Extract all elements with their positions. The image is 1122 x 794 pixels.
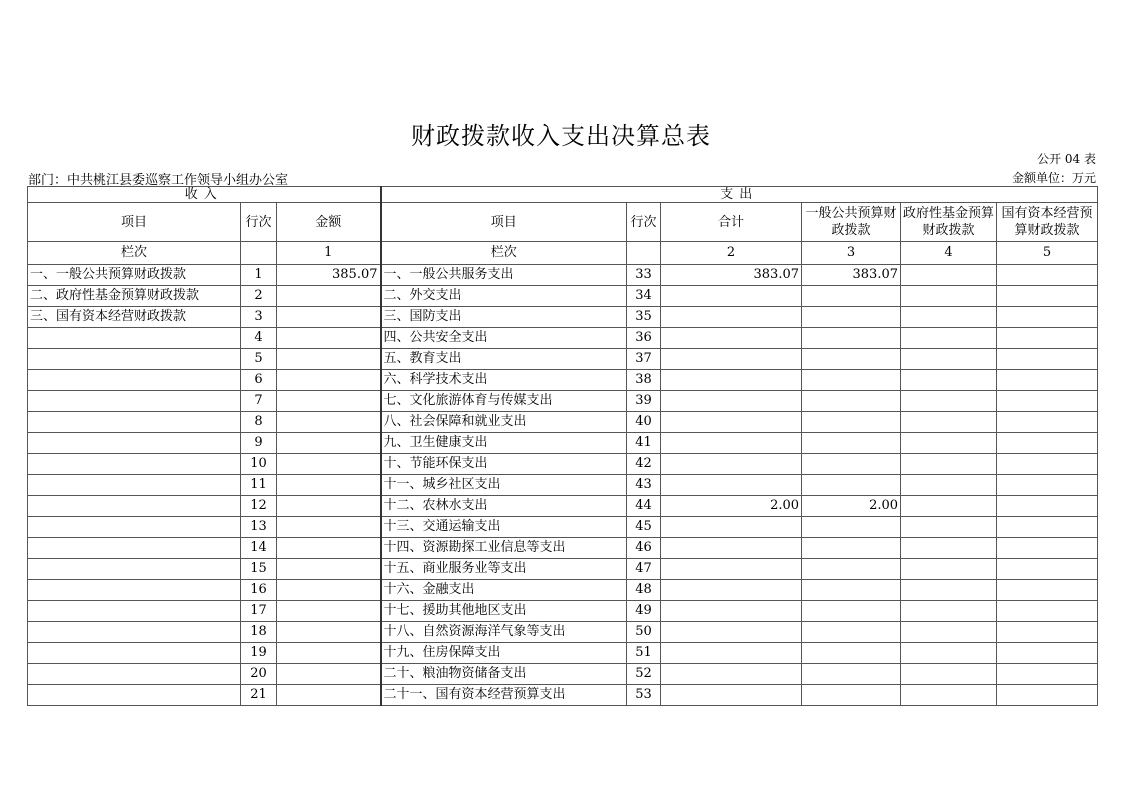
total-cell <box>661 622 802 643</box>
gov-fund-cell <box>901 580 997 601</box>
income-item-cell <box>28 433 241 454</box>
table-row <box>28 601 1098 622</box>
general-budget-cell <box>802 664 901 685</box>
gov-fund-cell <box>901 475 997 496</box>
total-cell <box>661 286 802 307</box>
income-line-cell: 5 <box>241 349 277 370</box>
income-amount-cell <box>277 328 381 349</box>
income-item-cell <box>28 391 241 412</box>
table-row <box>28 412 1098 433</box>
income-line-cell: 13 <box>241 517 277 538</box>
gov-fund-cell <box>901 643 997 664</box>
income-item-cell <box>28 664 241 685</box>
expense-line-cell: 41 <box>627 433 661 454</box>
total-cell <box>661 685 802 706</box>
table-row <box>28 475 1098 496</box>
table-row <box>28 643 1098 664</box>
state-capital-cell <box>997 454 1098 475</box>
income-amount-cell <box>277 685 381 706</box>
income-amount-header: 金额 <box>277 203 381 242</box>
total-cell: 383.07 <box>661 265 802 286</box>
gov-fund-cell <box>901 559 997 580</box>
income-item-cell: 三、国有资本经营财政拨款 <box>28 307 241 328</box>
gov-fund-cell <box>901 328 997 349</box>
income-amount-cell <box>277 370 381 391</box>
expense-line-cell: 48 <box>627 580 661 601</box>
income-amount-cell <box>277 454 381 475</box>
table-row <box>28 391 1098 412</box>
table-row <box>28 433 1098 454</box>
expense-line-header: 行次 <box>627 203 661 242</box>
income-amount-cell <box>277 349 381 370</box>
header-row-columns <box>28 203 1098 242</box>
form-number: 公开 04 表 <box>1037 152 1096 166</box>
table-row <box>28 685 1098 706</box>
general-budget-cell <box>802 622 901 643</box>
state-capital-cell <box>997 496 1098 517</box>
header-row-section <box>28 187 1098 203</box>
income-amount-cell <box>277 664 381 685</box>
expense-item-cell: 二、外交支出 <box>381 286 627 307</box>
table-row <box>28 496 1098 517</box>
total-cell <box>661 391 802 412</box>
gov-fund-cell <box>901 685 997 706</box>
expense-item-cell: 五、教育支出 <box>381 349 627 370</box>
income-item-cell: 二、政府性基金预算财政拨款 <box>28 286 241 307</box>
income-item-cell <box>28 622 241 643</box>
income-line-cell: 12 <box>241 496 277 517</box>
income-line-cell: 16 <box>241 580 277 601</box>
total-cell <box>661 643 802 664</box>
income-amount-cell <box>277 622 381 643</box>
expense-line-cell: 33 <box>627 265 661 286</box>
income-amount-cell <box>277 286 381 307</box>
total-cell: 2.00 <box>661 496 802 517</box>
expense-line-cell: 51 <box>627 643 661 664</box>
income-amount-cell: 385.07 <box>277 265 381 286</box>
expense-line-cell: 43 <box>627 475 661 496</box>
income-amount-cell <box>277 517 381 538</box>
general-budget-cell: 2.00 <box>802 496 901 517</box>
general-budget-cell <box>802 307 901 328</box>
state-capital-cell <box>997 370 1098 391</box>
expense-line-cell: 44 <box>627 496 661 517</box>
expense-item-cell: 十四、资源勘探工业信息等支出 <box>381 538 627 559</box>
table-row <box>28 265 1098 286</box>
state-capital-cell <box>997 643 1098 664</box>
table-row <box>28 286 1098 307</box>
state-capital-cell <box>997 286 1098 307</box>
gov-fund-cell <box>901 391 997 412</box>
income-item-cell <box>28 475 241 496</box>
fund-col-num: 4 <box>901 242 997 265</box>
state-capital-cell <box>997 433 1098 454</box>
expense-item-cell: 十六、金融支出 <box>381 580 627 601</box>
expense-line-cell: 38 <box>627 370 661 391</box>
income-item-header: 项目 <box>28 203 241 242</box>
general-budget-cell: 383.07 <box>802 265 901 286</box>
state-capital-cell <box>997 265 1098 286</box>
income-line-cell: 2 <box>241 286 277 307</box>
gov-fund-cell <box>901 517 997 538</box>
table-row <box>28 664 1098 685</box>
general-budget-cell <box>802 286 901 307</box>
income-line-cell: 6 <box>241 370 277 391</box>
expense-item-header: 项目 <box>381 203 627 242</box>
total-cell <box>661 328 802 349</box>
table-row <box>28 307 1098 328</box>
expense-line-cell: 35 <box>627 307 661 328</box>
total-cell <box>661 454 802 475</box>
total-cell <box>661 433 802 454</box>
state-capital-cell <box>997 559 1098 580</box>
income-amount-cell <box>277 412 381 433</box>
income-line-cell: 9 <box>241 433 277 454</box>
state-capital-cell <box>997 601 1098 622</box>
page-title: 财政拨款收入支出决算总表 <box>411 122 711 150</box>
total-cell <box>661 412 802 433</box>
department-label: 部门：中共桃江县委巡察工作领导小组办公室 <box>28 173 289 188</box>
income-line-cell: 17 <box>241 601 277 622</box>
income-item-cell <box>28 580 241 601</box>
general-budget-cell <box>802 328 901 349</box>
expense-line-cell: 37 <box>627 349 661 370</box>
general-budget-cell <box>802 685 901 706</box>
table-row <box>28 622 1098 643</box>
general-budget-cell <box>802 391 901 412</box>
general-budget-cell <box>802 559 901 580</box>
income-amount-cell <box>277 496 381 517</box>
expense-item-cell: 二十、粮油物资储备支出 <box>381 664 627 685</box>
budget-table <box>27 186 1098 706</box>
total-cell <box>661 580 802 601</box>
income-amount-cell <box>277 601 381 622</box>
gov-fund-cell <box>901 454 997 475</box>
income-col-label: 栏次 <box>28 242 241 265</box>
expense-item-cell: 三、国防支出 <box>381 307 627 328</box>
income-item-cell <box>28 559 241 580</box>
expense-item-cell: 十三、交通运输支出 <box>381 517 627 538</box>
state-capital-cell <box>997 538 1098 559</box>
unit-label: 金额单位：万元 <box>1011 171 1096 185</box>
income-amount-cell <box>277 307 381 328</box>
general-budget-cell <box>802 412 901 433</box>
gov-fund-cell <box>901 496 997 517</box>
income-item-cell <box>28 685 241 706</box>
total-cell <box>661 475 802 496</box>
expense-col-label: 栏次 <box>381 242 627 265</box>
gov-fund-cell <box>901 265 997 286</box>
income-item-cell <box>28 370 241 391</box>
income-line-col-num <box>241 242 277 265</box>
income-line-cell: 3 <box>241 307 277 328</box>
expense-line-cell: 40 <box>627 412 661 433</box>
expense-item-cell: 十八、自然资源海洋气象等支出 <box>381 622 627 643</box>
income-line-cell: 11 <box>241 475 277 496</box>
income-line-cell: 1 <box>241 265 277 286</box>
gov-fund-cell <box>901 349 997 370</box>
expense-line-cell: 36 <box>627 328 661 349</box>
income-item-cell <box>28 643 241 664</box>
income-item-cell <box>28 349 241 370</box>
income-item-cell: 一、一般公共预算财政拨款 <box>28 265 241 286</box>
income-item-cell <box>28 412 241 433</box>
expense-item-cell: 十、节能环保支出 <box>381 454 627 475</box>
income-line-cell: 8 <box>241 412 277 433</box>
expense-item-cell: 十五、商业服务业等支出 <box>381 559 627 580</box>
income-amount-cell <box>277 559 381 580</box>
expense-item-cell: 四、公共安全支出 <box>381 328 627 349</box>
total-cell <box>661 559 802 580</box>
expense-item-cell: 七、文化旅游体育与传媒支出 <box>381 391 627 412</box>
expense-line-cell: 39 <box>627 391 661 412</box>
general-budget-cell <box>802 601 901 622</box>
gov-fund-cell <box>901 307 997 328</box>
state-capital-cell <box>997 622 1098 643</box>
expense-item-cell: 一、一般公共服务支出 <box>381 265 627 286</box>
expense-line-cell: 46 <box>627 538 661 559</box>
state-capital-cell <box>997 664 1098 685</box>
income-amount-col-num: 1 <box>277 242 381 265</box>
total-cell <box>661 307 802 328</box>
income-item-cell <box>28 454 241 475</box>
state-capital-cell <box>997 580 1098 601</box>
income-amount-cell <box>277 643 381 664</box>
income-line-cell: 15 <box>241 559 277 580</box>
income-item-cell <box>28 517 241 538</box>
gov-fund-cell <box>901 412 997 433</box>
expense-item-cell: 六、科学技术支出 <box>381 370 627 391</box>
expense-item-cell: 十二、农林水支出 <box>381 496 627 517</box>
gov-fund-cell <box>901 664 997 685</box>
table-row <box>28 349 1098 370</box>
state-capital-header: 国有资本经营预算财政拨款 <box>997 203 1098 242</box>
expense-line-cell: 53 <box>627 685 661 706</box>
expense-item-cell: 八、社会保障和就业支出 <box>381 412 627 433</box>
total-cell <box>661 349 802 370</box>
total-col-num: 2 <box>661 242 802 265</box>
general-budget-cell <box>802 475 901 496</box>
table-row <box>28 328 1098 349</box>
state-capital-cell <box>997 412 1098 433</box>
expense-item-cell: 九、卫生健康支出 <box>381 433 627 454</box>
expense-item-cell: 十九、住房保障支出 <box>381 643 627 664</box>
expense-item-cell: 十七、援助其他地区支出 <box>381 601 627 622</box>
table-row <box>28 517 1098 538</box>
general-budget-cell <box>802 433 901 454</box>
state-capital-cell <box>997 475 1098 496</box>
state-capital-cell <box>997 685 1098 706</box>
income-amount-cell <box>277 580 381 601</box>
expense-line-cell: 45 <box>627 517 661 538</box>
expense-line-cell: 49 <box>627 601 661 622</box>
expense-line-col-num <box>627 242 661 265</box>
table-row <box>28 538 1098 559</box>
gov-fund-cell <box>901 622 997 643</box>
income-line-cell: 4 <box>241 328 277 349</box>
income-amount-cell <box>277 475 381 496</box>
state-capital-cell <box>997 328 1098 349</box>
general-budget-cell <box>802 538 901 559</box>
income-line-cell: 10 <box>241 454 277 475</box>
gov-fund-cell <box>901 538 997 559</box>
income-line-cell: 7 <box>241 391 277 412</box>
state-capital-cell <box>997 391 1098 412</box>
general-budget-cell <box>802 370 901 391</box>
income-line-cell: 20 <box>241 664 277 685</box>
expense-item-cell: 二十一、国有资本经营预算支出 <box>381 685 627 706</box>
gov-fund-header: 政府性基金预算财政拨款 <box>901 203 997 242</box>
table-row <box>28 580 1098 601</box>
income-line-header: 行次 <box>241 203 277 242</box>
gov-fund-cell <box>901 433 997 454</box>
state-capital-cell <box>997 307 1098 328</box>
expense-line-cell: 42 <box>627 454 661 475</box>
total-cell <box>661 601 802 622</box>
income-item-cell <box>28 496 241 517</box>
table-row <box>28 370 1098 391</box>
income-amount-cell <box>277 433 381 454</box>
general-budget-cell <box>802 643 901 664</box>
income-section-header: 收入 <box>28 187 381 203</box>
general-budget-cell <box>802 349 901 370</box>
table-row <box>28 454 1098 475</box>
income-item-cell <box>28 538 241 559</box>
gov-fund-cell <box>901 286 997 307</box>
general-budget-header: 一般公共预算财政拨款 <box>802 203 901 242</box>
header-row-column-numbers <box>28 242 1098 265</box>
general-col-num: 3 <box>802 242 901 265</box>
total-cell <box>661 538 802 559</box>
income-amount-cell <box>277 538 381 559</box>
expense-section-header: 支出 <box>381 187 1098 203</box>
state-capital-cell <box>997 349 1098 370</box>
income-line-cell: 21 <box>241 685 277 706</box>
general-budget-cell <box>802 580 901 601</box>
gov-fund-cell <box>901 370 997 391</box>
total-header: 合计 <box>661 203 802 242</box>
capital-col-num: 5 <box>997 242 1098 265</box>
total-cell <box>661 370 802 391</box>
general-budget-cell <box>802 517 901 538</box>
expense-line-cell: 50 <box>627 622 661 643</box>
expense-line-cell: 47 <box>627 559 661 580</box>
general-budget-cell <box>802 454 901 475</box>
expense-line-cell: 52 <box>627 664 661 685</box>
gov-fund-cell <box>901 601 997 622</box>
total-cell <box>661 664 802 685</box>
income-line-cell: 19 <box>241 643 277 664</box>
income-line-cell: 18 <box>241 622 277 643</box>
income-item-cell <box>28 601 241 622</box>
expense-line-cell: 34 <box>627 286 661 307</box>
income-amount-cell <box>277 391 381 412</box>
expense-item-cell: 十一、城乡社区支出 <box>381 475 627 496</box>
total-cell <box>661 517 802 538</box>
income-item-cell <box>28 328 241 349</box>
table-row <box>28 559 1098 580</box>
income-line-cell: 14 <box>241 538 277 559</box>
state-capital-cell <box>997 517 1098 538</box>
